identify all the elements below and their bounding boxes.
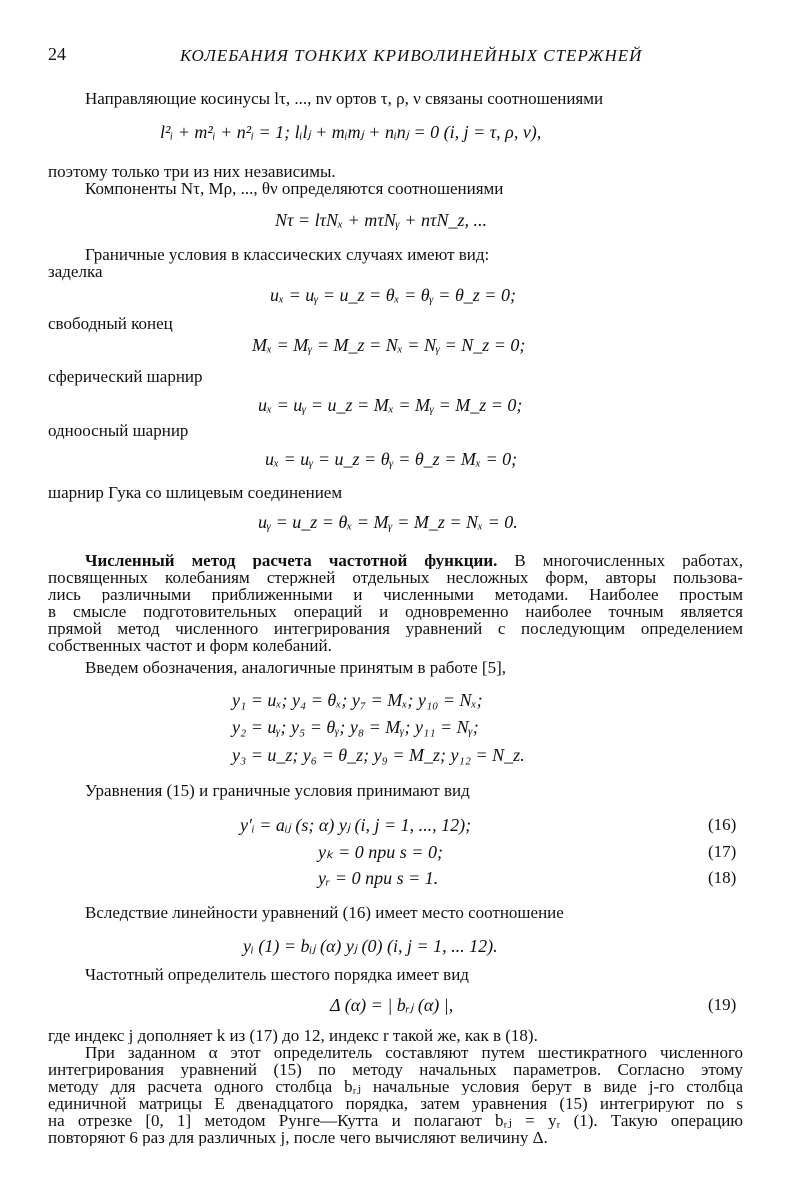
equation-16: y′ᵢ = aᵢⱼ (s; α) yⱼ (i, j = 1, ..., 12); [240,815,472,835]
final-line-3: интегрирования уравнений (15) по методу начальных параметров. Согласно этому [48,1061,743,1078]
equation-17-number: (17) [708,842,737,861]
section-line-6: собственных частот и форм колебаний. [48,637,332,654]
case-clamped-equation: uₓ = uᵧ = u_z = θₓ = θᵧ = θ_z = 0; [270,285,516,305]
equation-cosines: l²ᵢ + m²ᵢ + n²ᵢ = 1; lᵢlⱼ + mᵢmⱼ + nᵢnⱼ = 0 (i, j = τ, ρ, ν), [160,122,542,142]
section-line-5: прямой метод численного интегрирования уравнений с последующим определением [48,620,743,637]
case-free-end-equation: Mₓ = Mᵧ = M_z = Nₓ = Nᵧ = N_z = 0; [252,335,526,355]
final-line-4: методу для расчета одного столбца bᵣⱼ начальные условия берут в виде j-го столбца [48,1078,743,1095]
case-clamped-label: заделка [48,262,103,281]
page-number: 24 [48,44,66,64]
final-line-5: единичной матрицы E двенадцатого порядка, затем уравнения (15) интегрируют по s [48,1095,743,1112]
section-line-1: Численный метод расчета частотной функции. В многочисленных работах, [85,552,743,569]
paragraph-components: Компоненты Nτ, Mρ, ..., θν определяются соотношениями [85,179,504,198]
final-line-6: на отрезке [0, 1] методом Рунге—Кутта и полагают bᵣⱼ = yᵣ (1). Такую операцию [48,1112,743,1129]
paragraph-direction-cosines: Направляющие косинусы lτ, ..., nν ортов τ, ρ, ν связаны соотношениями [85,89,604,108]
case-hooke-equation: uᵧ = u_z = θₓ = Mᵧ = M_z = Nₓ = 0. [258,512,518,532]
section-line-4: в смысле подготовительных операций и одновременно наиболее точным является [48,603,743,620]
equation-18: yᵣ = 0 при s = 1. [318,868,439,888]
notation-row-1: y₁ = uₓ; y₄ = θₓ; y₇ = Mₓ; y₁₀ = Nₓ; [232,690,483,710]
paragraph-independent: поэтому только три из них независимы. [48,162,336,181]
final-line-7: повторяют 6 раз для различных j, после чего вычисляют величину Δ. [48,1129,548,1146]
paragraph-determinant: Частотный определитель шестого порядка имеет вид [85,965,469,984]
case-uniaxial-label: одноосный шарнир [48,421,189,440]
equation-16-number: (16) [708,815,737,834]
final-line-1: где индекс j дополняет k из (17) до 12, индекс r такой же, как в (18). [48,1027,538,1044]
final-paragraph [48,1027,743,1146]
equation-18-number: (18) [708,868,737,887]
paragraph-notation: Введем обозначения, аналогичные принятым в работе [5], [85,658,506,677]
equation-17: yₖ = 0 при s = 0; [318,842,443,862]
section-title: Численный метод расчета частотной функции. [85,552,498,569]
section-line-3: лись различными приближенными и численными методами. Наиболее простым [48,586,743,603]
paragraph-equations-take-form: Уравнения (15) и граничные условия принимают вид [85,781,470,800]
case-spherical-label: сферический шарнир [48,367,203,386]
final-line-2: При заданном α этот определитель составляют путем шестикратного численного [85,1044,743,1061]
section-numerical-method [48,552,743,654]
equation-linearity: yᵢ (1) = bᵢⱼ (α) yⱼ (0) (i, j = 1, ... 12). [243,936,498,956]
notation-row-3: y₃ = u_z; y₆ = θ_z; y₉ = M_z; y₁₂ = N_z. [232,745,525,765]
equation-19: Δ (α) = | bᵣⱼ (α) |, [330,995,454,1015]
case-free-end-label: свободный конец [48,314,173,333]
notation-row-2: y₂ = uᵧ; y₅ = θᵧ; y₈ = Mᵧ; y₁₁ = Nᵧ; [232,717,479,737]
equation-components: Nτ = lτNₓ + mτNᵧ + nτN_z, ... [275,210,488,230]
section-line-2: посвященных колебаниям стержней отдельных несложных форм, авторы пользова- [48,569,743,586]
paragraph-boundary: Граничные условия в классических случаях имеют вид: [85,245,490,264]
case-uniaxial-equation: uₓ = uᵧ = u_z = θᵧ = θ_z = Mₓ = 0; [265,449,518,469]
case-spherical-equation: uₓ = uᵧ = u_z = Mₓ = Mᵧ = M_z = 0; [258,395,523,415]
running-title: КОЛЕБАНИЯ ТОНКИХ КРИВОЛИНЕЙНЫХ СТЕРЖНЕЙ [180,46,643,65]
equation-19-number: (19) [708,995,737,1014]
paragraph-linearity: Вследствие линейности уравнений (16) имеет место соотношение [85,903,564,922]
case-hooke-label: шарнир Гука со шлицевым соединением [48,483,343,502]
